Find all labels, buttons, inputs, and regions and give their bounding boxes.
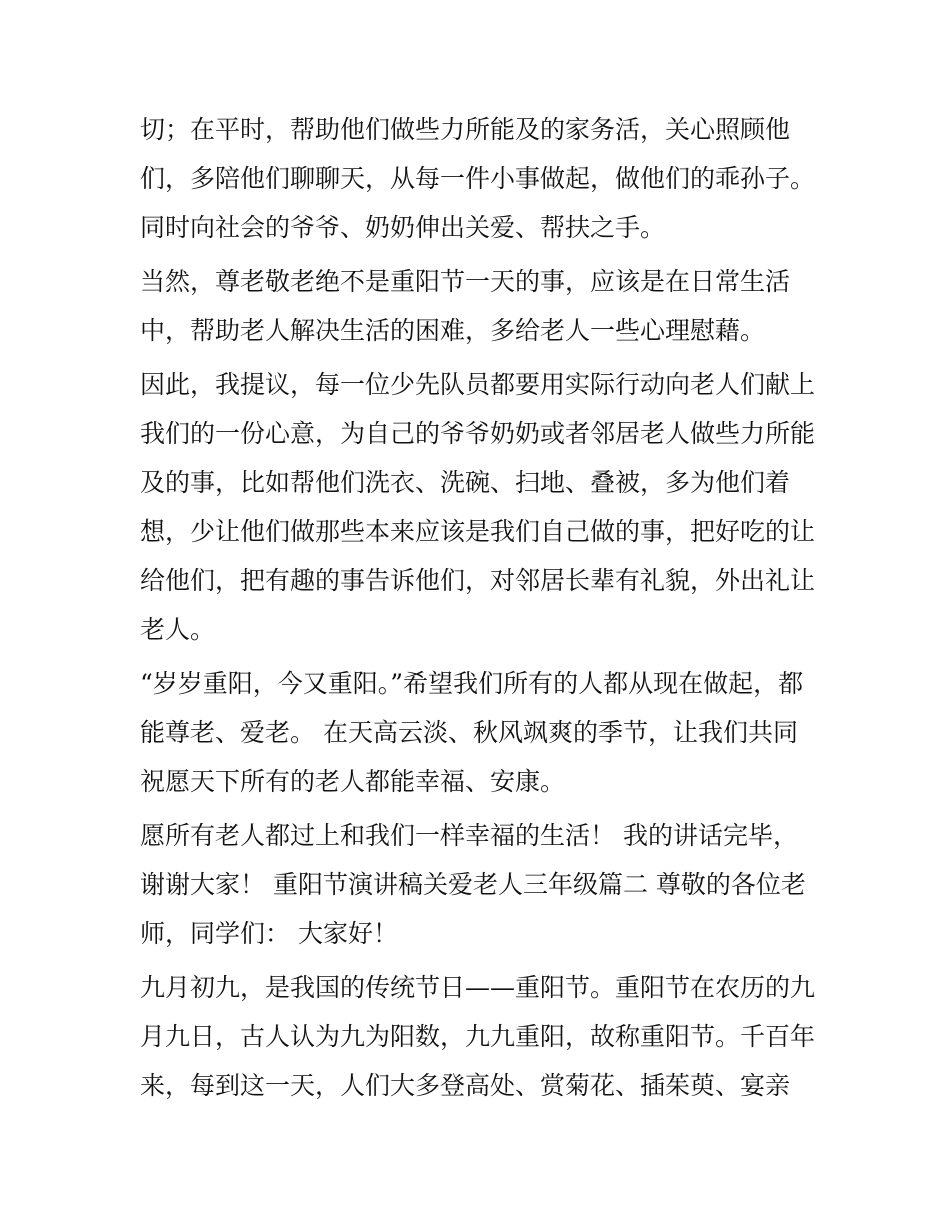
text-line: 能尊老、爱老。 在天高云淡、秋风飒爽的季节，让我们共同 xyxy=(140,718,798,747)
text-line: 老人。 xyxy=(140,615,216,644)
text-line: 谢谢大家！ 重阳节演讲稿关爱老人三年级篇二 尊敬的各位老 xyxy=(140,870,806,899)
text-line: 九月初九，是我国的传统节日——重阳节。重阳节在农历的九 xyxy=(140,973,816,1002)
text-line: 中，帮助老人解决生活的困难，多给老人一些心理慰藉。 xyxy=(140,316,766,345)
text-line: 愿所有老人都过上和我们一样幸福的生活！ 我的讲话完毕， xyxy=(140,821,798,850)
text-line: 祝愿天下所有的老人都能幸福、安康。 xyxy=(140,767,566,796)
text-line: 们，多陪他们聊聊天，从每一件小事做起，做他们的乖孙子。 xyxy=(140,164,816,193)
text-line: 师，同学们： 大家好！ xyxy=(140,919,398,948)
text-line: 当然，尊老敬老绝不是重阳节一天的事，应该是在日常生活 xyxy=(140,267,791,296)
text-line: 同时向社会的爷爷、奶奶伸出关爱、帮扶之手。 xyxy=(140,213,666,242)
text-line: 我们的一份心意，为自己的爷爷奶奶或者邻居老人做些力所能 xyxy=(140,419,816,448)
text-line: 给他们，把有趣的事告诉他们，对邻居长辈有礼貌，外出礼让 xyxy=(140,566,816,595)
text-line: 切；在平时，帮助他们做些力所能及的家务活，关心照顾他 xyxy=(140,115,791,144)
text-line: 因此，我提议，每一位少先队员都要用实际行动向老人们献上 xyxy=(140,370,816,399)
text-line: 想，少让他们做那些本来应该是我们自己做的事，把好吃的让 xyxy=(140,517,816,546)
text-line: 及的事，比如帮他们洗衣、洗碗、扫地、叠被，多为他们着 xyxy=(140,468,791,497)
text-line: 月九日，古人认为九为阳数，九九重阳，故称重阳节。千百年 xyxy=(140,1022,816,1051)
text-line: 来，每到这一天，人们大多登高处、赏菊花、插茱萸、宴亲 xyxy=(140,1071,791,1100)
text-line: “岁岁重阳，今又重阳。”希望我们所有的人都从现在做起，都 xyxy=(140,669,804,698)
